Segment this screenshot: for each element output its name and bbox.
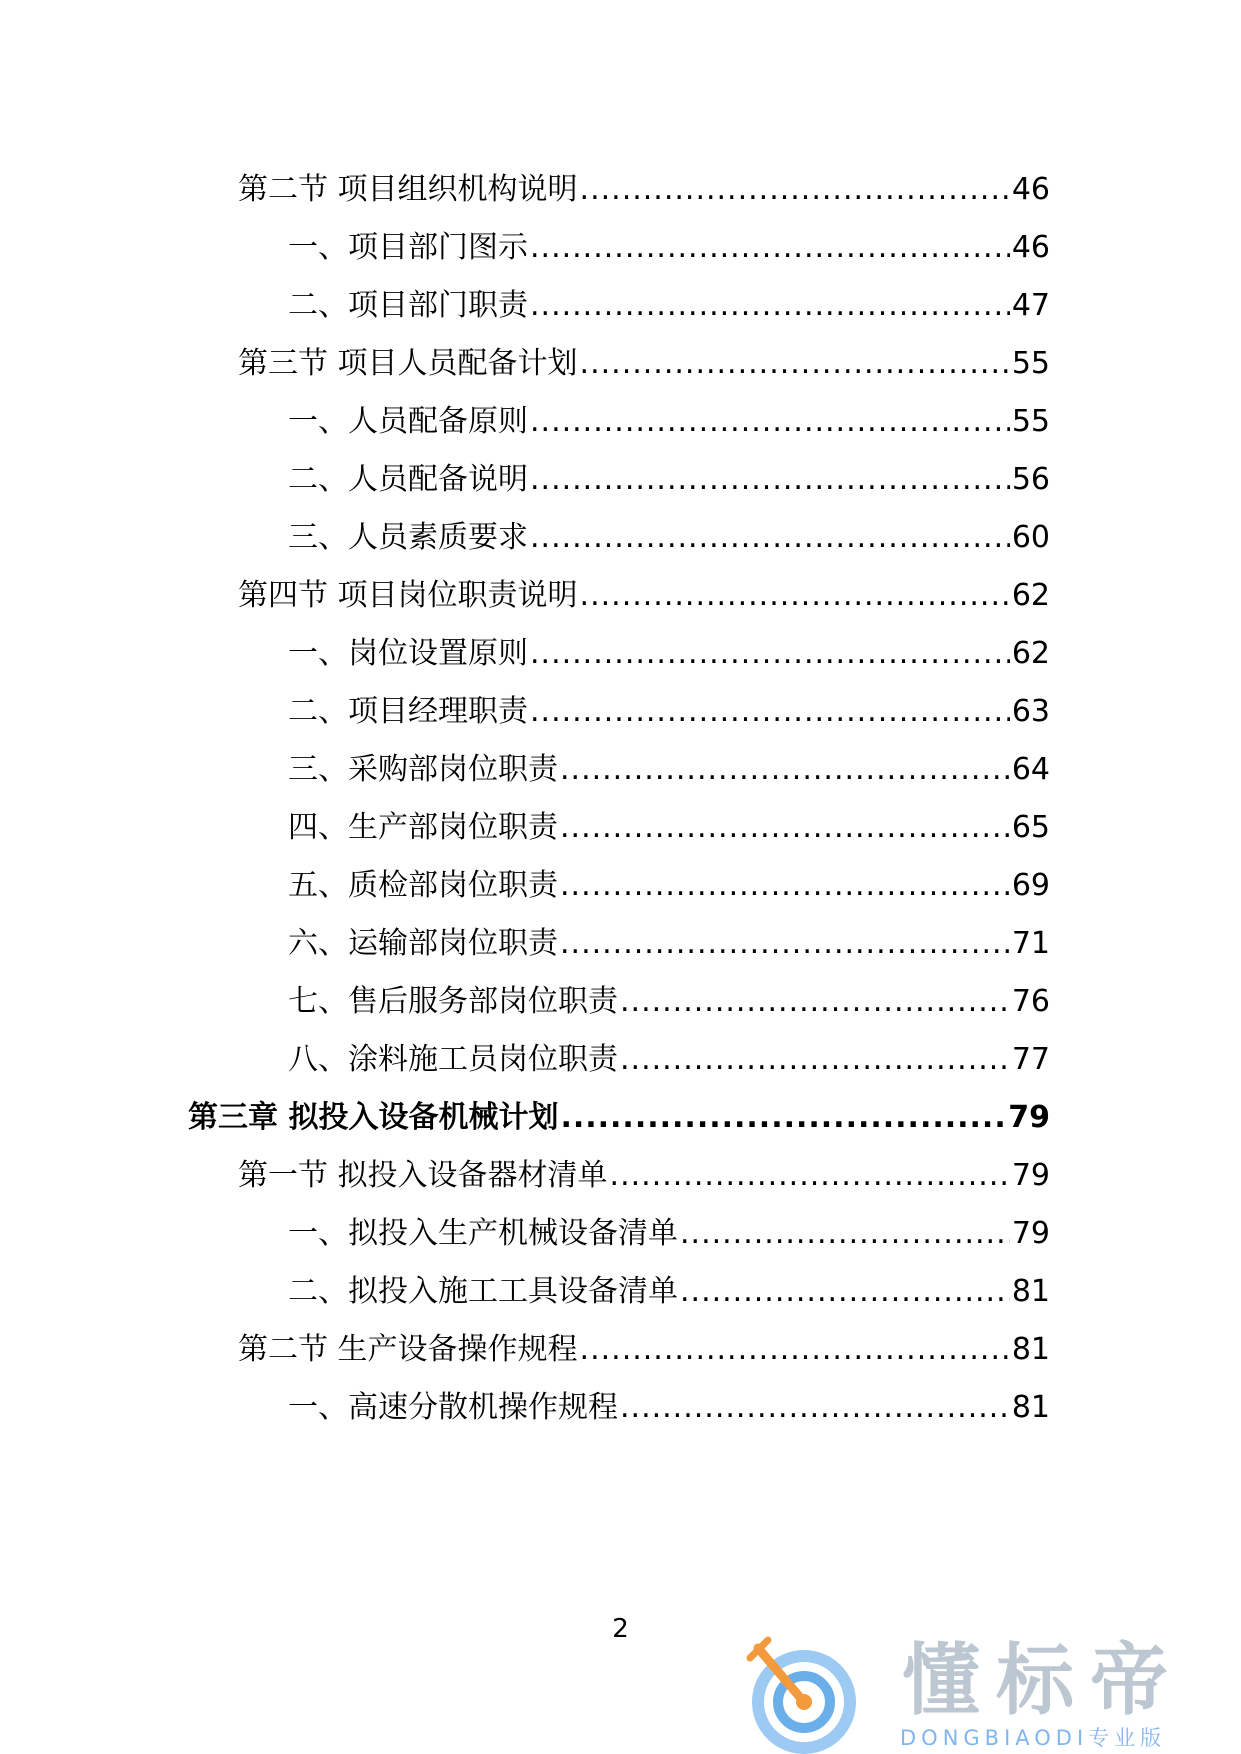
toc-entry-label: 一、岗位设置原则 (288, 636, 528, 671)
toc-entry-page: 60 (1011, 520, 1050, 555)
toc-entry[interactable] (238, 1156, 1050, 1196)
toc-entry-page: 76 (1011, 984, 1050, 1019)
toc-leader-dots (680, 1214, 1010, 1254)
toc-entry-page: 79 (1008, 1100, 1050, 1135)
toc-entry-page: 46 (1011, 172, 1050, 207)
toc-leader-dots (560, 808, 1010, 848)
page-number: 2 (612, 1614, 629, 1644)
toc-leader-dots (530, 634, 1010, 674)
toc-leader-dots (620, 982, 1010, 1022)
toc-entry[interactable] (288, 1388, 1050, 1428)
toc-entry[interactable] (288, 982, 1050, 1022)
toc-entry-page: 63 (1011, 694, 1050, 729)
toc-entry-page: 62 (1011, 636, 1050, 671)
toc-entry-page: 55 (1011, 404, 1050, 439)
toc-entry[interactable] (288, 402, 1050, 442)
toc-leader-dots (530, 402, 1010, 442)
toc-entry-label: 一、项目部门图示 (288, 230, 528, 265)
toc-leader-dots (580, 344, 1010, 384)
toc-entry-label: 三、人员素质要求 (288, 520, 528, 555)
toc-leader-dots (620, 1388, 1010, 1428)
toc-entry-page: 81 (1011, 1390, 1050, 1425)
toc-entry[interactable] (238, 344, 1050, 384)
toc-leader-dots (560, 924, 1010, 964)
toc-entry-page: 71 (1011, 926, 1050, 961)
toc-entry[interactable] (288, 460, 1050, 500)
toc-leader-dots (530, 228, 1010, 268)
toc-entry-page: 56 (1011, 462, 1050, 497)
toc-entry[interactable] (238, 170, 1050, 210)
toc-entry-page: 77 (1011, 1042, 1050, 1077)
toc-entry-label: 第二节 生产设备操作规程 (238, 1332, 578, 1367)
toc-entry[interactable] (288, 750, 1050, 790)
toc-entry[interactable] (288, 866, 1050, 906)
toc-entry-page: 55 (1011, 346, 1050, 381)
toc-entry[interactable] (288, 1272, 1050, 1312)
toc-entry[interactable] (238, 576, 1050, 616)
toc-leader-dots (680, 1272, 1010, 1312)
toc-entry-label: 三、采购部岗位职责 (288, 752, 558, 787)
toc-entry-label: 第一节 拟投入设备器材清单 (238, 1158, 608, 1193)
toc-entry-label: 第四节 项目岗位职责说明 (238, 578, 578, 613)
target-logo-icon (742, 1634, 862, 1754)
toc-leader-dots (560, 1098, 1006, 1138)
toc-entry-label: 二、拟投入施工工具设备清单 (288, 1274, 678, 1309)
toc-entry-label: 一、人员配备原则 (288, 404, 528, 439)
toc-entry-label: 一、高速分散机操作规程 (288, 1390, 618, 1425)
toc-entry-page: 81 (1011, 1332, 1050, 1367)
watermark-brand: 懂标帝 (902, 1636, 1185, 1726)
toc-entry-label: 六、运输部岗位职责 (288, 926, 558, 961)
toc-entry-label: 二、项目部门职责 (288, 288, 528, 323)
toc-entry-label: 五、质检部岗位职责 (288, 868, 558, 903)
toc-leader-dots (580, 576, 1010, 616)
toc-entry-label: 第三章 拟投入设备机械计划 (188, 1100, 559, 1135)
toc-leader-dots (530, 286, 1010, 326)
toc-entry[interactable] (288, 1214, 1050, 1254)
toc-entry[interactable] (288, 228, 1050, 268)
toc-entry-page: 47 (1011, 288, 1050, 323)
toc-entry-page: 79 (1011, 1158, 1050, 1193)
toc-leader-dots (560, 866, 1010, 906)
toc-entry-page: 81 (1011, 1274, 1050, 1309)
toc-leader-dots (610, 1156, 1010, 1196)
toc-entry-page: 62 (1011, 578, 1050, 613)
toc-entry[interactable] (288, 924, 1050, 964)
toc-entry-label: 八、涂料施工员岗位职责 (288, 1042, 618, 1077)
toc-leader-dots (580, 1330, 1010, 1370)
toc-entry[interactable] (238, 1330, 1050, 1370)
toc-entry[interactable] (288, 518, 1050, 558)
toc-entry-page: 79 (1011, 1216, 1050, 1251)
toc-leader-dots (530, 692, 1010, 732)
toc-entry-label: 二、项目经理职责 (288, 694, 528, 729)
toc-entry-label: 二、人员配备说明 (288, 462, 528, 497)
watermark (742, 1634, 1222, 1754)
toc-entry-label: 七、售后服务部岗位职责 (288, 984, 618, 1019)
toc-leader-dots (530, 460, 1010, 500)
toc-entry-page: 65 (1011, 810, 1050, 845)
toc-chapter-entry[interactable] (188, 1098, 1050, 1138)
toc-leader-dots (530, 518, 1010, 558)
toc-leader-dots (560, 750, 1010, 790)
toc-leader-dots (620, 1040, 1010, 1080)
toc-entry[interactable] (288, 692, 1050, 732)
toc-entry[interactable] (288, 1040, 1050, 1080)
toc-entry-label: 四、生产部岗位职责 (288, 810, 558, 845)
toc-entry-page: 46 (1011, 230, 1050, 265)
toc-entry-label: 一、拟投入生产机械设备清单 (288, 1216, 678, 1251)
toc-entry[interactable] (288, 808, 1050, 848)
toc-entry-label: 第二节 项目组织机构说明 (238, 172, 578, 207)
toc-entry-label: 第三节 项目人员配备计划 (238, 346, 578, 381)
toc-entry[interactable] (288, 286, 1050, 326)
toc-leader-dots (580, 170, 1010, 210)
toc-entry-page: 69 (1011, 868, 1050, 903)
watermark-subtitle: DONGBIAODI专业版 (900, 1726, 1167, 1750)
toc-entry[interactable] (288, 634, 1050, 674)
toc-entry-page: 64 (1011, 752, 1050, 787)
